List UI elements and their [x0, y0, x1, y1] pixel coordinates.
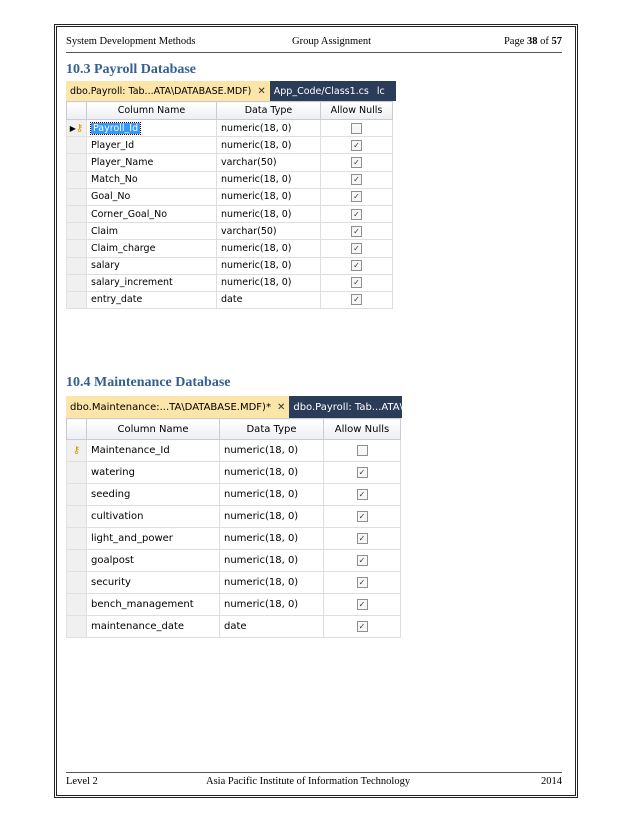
table-row[interactable] [67, 506, 401, 528]
grid-header-row [67, 419, 401, 440]
row-selector[interactable] [67, 572, 87, 594]
data-type-cell[interactable]: varchar(50) [217, 223, 321, 240]
page-number: 38 [527, 36, 538, 47]
page-total: 57 [551, 36, 562, 47]
row-selector[interactable] [67, 528, 87, 550]
close-icon[interactable]: ✕ [257, 85, 266, 97]
allow-nulls-cell [321, 257, 393, 274]
allow-nulls-cell [324, 462, 401, 484]
data-type-cell[interactable]: numeric(18, 0) [220, 572, 324, 594]
allow-nulls-checkbox-checked[interactable]: ✓ [351, 209, 362, 220]
allow-nulls-checkbox-checked[interactable]: ✓ [357, 489, 368, 500]
table-row[interactable] [67, 440, 401, 462]
allow-nulls-cell [321, 205, 393, 222]
data-type-cell[interactable]: numeric(18, 0) [217, 274, 321, 291]
row-selector[interactable] [67, 550, 87, 572]
allow-nulls-checkbox-checked[interactable]: ✓ [351, 174, 362, 185]
row-selector[interactable] [67, 257, 87, 274]
footer-institute: Asia Pacific Institute of Information Technology [206, 776, 411, 787]
table-row[interactable] [67, 137, 393, 154]
table-row[interactable] [67, 171, 393, 188]
allow-nulls-checkbox-checked[interactable]: ✓ [351, 140, 362, 151]
table-row[interactable] [67, 462, 401, 484]
table-row[interactable] [67, 291, 393, 308]
allow-nulls-checkbox[interactable] [357, 445, 368, 456]
data-type-cell[interactable]: numeric(18, 0) [220, 594, 324, 616]
row-selector[interactable] [67, 291, 87, 308]
row-selector[interactable] [67, 137, 87, 154]
data-type-cell[interactable]: varchar(50) [217, 154, 321, 171]
table-row[interactable] [67, 223, 393, 240]
data-type-cell[interactable]: numeric(18, 0) [217, 188, 321, 205]
table-row[interactable] [67, 528, 401, 550]
allow-nulls-cell [324, 484, 401, 506]
table-row[interactable] [67, 572, 401, 594]
allow-nulls-cell [324, 506, 401, 528]
data-type-cell[interactable]: numeric(18, 0) [220, 550, 324, 572]
table-row[interactable] [67, 484, 401, 506]
data-type-cell[interactable]: numeric(18, 0) [217, 240, 321, 257]
header-assignment: Group Assignment [292, 36, 372, 47]
header-course: System Development Methods [66, 36, 196, 47]
column-name-header[interactable]: Column Name [87, 102, 217, 120]
allow-nulls-cell [324, 594, 401, 616]
allow-nulls-cell [324, 528, 401, 550]
column-name-cell[interactable]: salary_increment [87, 274, 217, 291]
footer-level: Level 2 [66, 776, 98, 787]
column-grid [66, 101, 393, 309]
data-type-cell[interactable]: date [220, 616, 324, 638]
table-row[interactable] [67, 240, 393, 257]
allow-nulls-checkbox-checked[interactable]: ✓ [357, 467, 368, 478]
allow-nulls-cell [321, 223, 393, 240]
allow-nulls-cell [321, 188, 393, 205]
data-type-cell[interactable]: numeric(18, 0) [220, 528, 324, 550]
row-selector[interactable] [67, 240, 87, 257]
column-name-cell[interactable]: Maintenance_Id [87, 440, 220, 462]
data-type-cell[interactable]: numeric(18, 0) [217, 205, 321, 222]
table-row[interactable] [67, 274, 393, 291]
data-type-header[interactable]: Data Type [217, 102, 321, 120]
data-type-cell[interactable]: date [217, 291, 321, 308]
header-page: Page 38 of 57 [503, 36, 562, 47]
allow-nulls-cell [321, 291, 393, 308]
row-selector[interactable] [67, 506, 87, 528]
column-name-cell[interactable]: Claim_charge [87, 240, 217, 257]
column-name-cell[interactable]: watering [87, 462, 220, 484]
row-selector-header [67, 102, 87, 120]
column-name-cell[interactable]: Match_No [87, 171, 217, 188]
table-row[interactable] [67, 154, 393, 171]
tab-class1[interactable]: App_Code/Class1.cs [273, 85, 369, 97]
allow-nulls-checkbox-checked[interactable]: ✓ [357, 577, 368, 588]
column-name-cell[interactable]: Goal_No [87, 188, 217, 205]
column-name-cell[interactable]: light_and_power [87, 528, 220, 550]
allow-nulls-header[interactable]: Allow Nulls [324, 419, 401, 440]
table-row[interactable] [67, 188, 393, 205]
allow-nulls-cell [321, 274, 393, 291]
row-selector[interactable] [67, 274, 87, 291]
column-name-cell[interactable]: bench_management [87, 594, 220, 616]
primary-key-icon: ⚷ [75, 122, 84, 134]
allow-nulls-cell [321, 137, 393, 154]
tab-overflow[interactable]: lc [376, 85, 385, 97]
allow-nulls-cell [324, 550, 401, 572]
payroll-table-designer [66, 81, 396, 309]
row-selector-header [67, 419, 87, 440]
row-selector[interactable] [67, 462, 87, 484]
section-heading-payroll: 10.3 Payroll Database [66, 62, 197, 77]
table-row[interactable] [67, 120, 393, 137]
tab-payroll[interactable]: dbo.Payroll: Tab...ATA\DA [293, 401, 418, 413]
table-row[interactable] [67, 594, 401, 616]
tab-bar [66, 81, 396, 101]
column-name-cell[interactable]: cultivation [87, 506, 220, 528]
row-selector[interactable] [67, 594, 87, 616]
column-name-cell[interactable]: maintenance_date [87, 616, 220, 638]
allow-nulls-cell [321, 240, 393, 257]
data-type-cell[interactable]: numeric(18, 0) [217, 137, 321, 154]
maintenance-table-designer [66, 396, 418, 638]
data-type-header[interactable]: Data Type [220, 419, 324, 440]
allow-nulls-cell [324, 440, 401, 462]
table-row[interactable] [67, 257, 393, 274]
allow-nulls-cell [324, 616, 401, 638]
primary-key-icon: ⚷ [72, 445, 81, 456]
section-heading-maintenance: 10.4 Maintenance Database [66, 375, 231, 390]
data-type-cell[interactable]: numeric(18, 0) [217, 120, 321, 137]
tab-bar [66, 396, 418, 418]
row-selector[interactable] [67, 171, 87, 188]
data-type-cell[interactable]: numeric(18, 0) [217, 257, 321, 274]
row-selector[interactable] [67, 205, 87, 222]
column-name-cell[interactable]: Payroll_Id [87, 120, 217, 137]
footer-year: 2014 [541, 776, 562, 787]
column-name-cell[interactable]: Player_Id [87, 137, 217, 154]
close-icon[interactable]: ✕ [276, 401, 286, 413]
allow-nulls-checkbox-checked[interactable]: ✓ [351, 157, 362, 168]
allow-nulls-checkbox-checked[interactable]: ✓ [351, 277, 362, 288]
allow-nulls-cell [321, 171, 393, 188]
data-type-cell[interactable]: numeric(18, 0) [220, 506, 324, 528]
column-name-cell[interactable]: security [87, 572, 220, 594]
column-name-cell[interactable]: Corner_Goal_No [87, 205, 217, 222]
allow-nulls-checkbox-checked[interactable]: ✓ [351, 191, 362, 202]
row-selector[interactable] [67, 120, 87, 137]
allow-nulls-cell [324, 572, 401, 594]
column-name-cell[interactable]: seeding [87, 484, 220, 506]
table-row[interactable] [67, 205, 393, 222]
allow-nulls-header[interactable]: Allow Nulls [321, 102, 393, 120]
row-selector[interactable] [67, 154, 87, 171]
allow-nulls-checkbox-checked[interactable]: ✓ [351, 294, 362, 305]
data-type-cell[interactable]: numeric(18, 0) [217, 171, 321, 188]
allow-nulls-checkbox-checked[interactable]: ✓ [351, 226, 362, 237]
row-selector[interactable] [67, 188, 87, 205]
allow-nulls-checkbox[interactable] [351, 123, 362, 134]
allow-nulls-checkbox-checked[interactable]: ✓ [357, 621, 368, 632]
data-type-cell[interactable]: numeric(18, 0) [220, 484, 324, 506]
column-name-cell[interactable]: Player_Name [87, 154, 217, 171]
data-type-cell[interactable]: numeric(18, 0) [220, 462, 324, 484]
column-name-cell[interactable]: entry_date [87, 291, 217, 308]
row-selector-arrow-icon: ▶ [69, 123, 76, 133]
allow-nulls-cell [321, 154, 393, 171]
table-row[interactable] [67, 616, 401, 638]
column-name-cell[interactable]: salary [87, 257, 217, 274]
data-type-cell[interactable]: numeric(18, 0) [220, 440, 324, 462]
allow-nulls-checkbox-checked[interactable]: ✓ [357, 511, 368, 522]
column-name-cell[interactable]: Claim [87, 223, 217, 240]
table-row[interactable] [67, 550, 401, 572]
row-selector[interactable] [67, 440, 87, 462]
column-grid [66, 418, 401, 638]
allow-nulls-checkbox-checked[interactable]: ✓ [357, 533, 368, 544]
allow-nulls-checkbox-checked[interactable]: ✓ [357, 555, 368, 566]
page-header [66, 36, 562, 53]
row-selector[interactable] [67, 223, 87, 240]
tab-payroll[interactable]: dbo.Payroll: Tab...ATA\DATABASE.MDF) ✕ [66, 81, 270, 101]
allow-nulls-cell [321, 120, 393, 137]
column-name-cell[interactable]: goalpost [87, 550, 220, 572]
allow-nulls-checkbox-checked[interactable]: ✓ [357, 599, 368, 610]
allow-nulls-checkbox-checked[interactable]: ✓ [351, 243, 362, 254]
tab-maintenance[interactable]: dbo.Maintenance:...TA\DATABASE.MDF)* ✕ [66, 396, 289, 418]
grid-header-row [67, 102, 393, 120]
allow-nulls-checkbox-checked[interactable]: ✓ [351, 260, 362, 271]
page-footer [66, 772, 562, 792]
row-selector[interactable] [67, 484, 87, 506]
row-selector[interactable] [67, 616, 87, 638]
column-name-header[interactable]: Column Name [87, 419, 220, 440]
